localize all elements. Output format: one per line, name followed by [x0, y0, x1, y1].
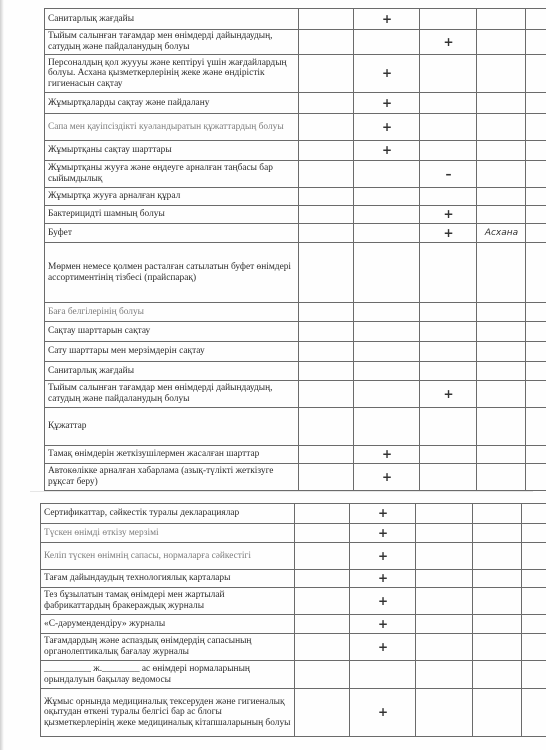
row-label: Жұмыртқаны жууға және өңдеуге арналған таңбасы бар сыйымдылық	[45, 161, 299, 188]
row-label: Тағам дайындаудың технологиялық карталары	[41, 570, 295, 588]
row-label: __________ ж.________ ас өнімдері нормаларының орындалуын бақылау ведомосы	[41, 661, 295, 689]
check-mark: +	[377, 506, 389, 521]
table-row	[45, 446, 546, 464]
table-row	[45, 93, 546, 114]
table-row	[45, 188, 546, 206]
table-row	[41, 588, 546, 615]
page-fold-line	[30, 491, 533, 492]
row-label: Тез бұзылатын тамақ өнімдері мен жартылай фабрикаттардың бракераждық журналы	[41, 588, 295, 615]
row-label: Түскен өнімді өткізу мерзімі	[41, 524, 295, 543]
check-mark: +	[443, 207, 454, 222]
table-row	[41, 543, 546, 570]
table-row	[45, 141, 546, 161]
dash-mark: –	[445, 166, 452, 181]
row-label: Тыйым салынған тағамдар мен өнімдерді дайындаудың, сатудың және пайдаланудың болуы	[45, 381, 299, 408]
table-row	[45, 243, 546, 303]
row-label: Буфет	[45, 224, 299, 243]
table-row	[45, 114, 546, 141]
table-row	[45, 303, 546, 322]
row-label: Тыйым салынған тағамдар мен өнімдерді дайындаудың, сатудың және пайдаланудың болуы	[45, 30, 299, 55]
table-row	[41, 634, 546, 661]
table-row	[41, 570, 546, 588]
row-label: Бактерицидті шамның болуы	[45, 206, 299, 224]
check-mark: +	[381, 66, 393, 81]
check-mark: +	[381, 119, 393, 134]
table-row	[45, 381, 546, 408]
row-label: Санитарлық жағдайы	[45, 9, 299, 30]
row-label: Тағамдардың және аспаздық өнімдердің сапасының органолептикалық бағалау журналы	[41, 634, 295, 661]
table-row	[45, 322, 546, 342]
check-mark: +	[377, 571, 389, 586]
check-mark: +	[377, 705, 389, 720]
handwritten-note: Асхана	[484, 227, 519, 238]
check-mark: +	[377, 525, 389, 540]
check-mark: +	[381, 447, 393, 462]
table-row	[41, 524, 546, 543]
check-mark: +	[377, 616, 389, 631]
table-row	[45, 224, 546, 243]
table-row	[45, 206, 546, 224]
row-label: Құжаттар	[45, 408, 299, 446]
table-row	[41, 504, 546, 524]
table-row	[45, 55, 546, 93]
check-mark: +	[443, 225, 454, 240]
table-row	[45, 464, 546, 491]
row-label: Персоналдың қол жуууы және кептіруі үшін жағдайлардың болуы. Асхана қызметкерлерінің жеке және өндірістік гигиенасын сақтау	[45, 55, 299, 93]
check-mark: +	[377, 639, 389, 654]
table-row	[41, 661, 546, 689]
check-mark: +	[443, 386, 454, 401]
row-label: Сапа мен қауіпсіздікті куәландыратын құжаттардың болуы	[45, 114, 299, 141]
table-row	[45, 30, 546, 55]
check-mark: +	[381, 143, 393, 158]
check-mark: +	[443, 34, 454, 49]
row-label: Баға белгілерінің болуы	[45, 303, 299, 322]
inspection-table-2	[40, 503, 546, 737]
scan-edge-shadow	[0, 0, 4, 750]
row-label: «С-дәрумендендіру» журналы	[41, 615, 295, 634]
row-label: Жұмыртқаларды сақтау және пайдалану	[45, 93, 299, 114]
row-label: Жұмыс орнында медициналық тексеруден және гигиеналық оқытудан өткені туралы белгісі бар ас блогы қызметкерлерінің жеке медициналық кітапшаларының болуы	[41, 689, 295, 737]
check-mark: +	[381, 469, 393, 484]
row-label: Сақтау шарттарын сақтау	[45, 322, 299, 342]
check-mark: +	[381, 11, 393, 26]
row-label: Автокөлікке арналған хабарлама (азық-түлікті жеткізуге рұқсат беру)	[45, 464, 299, 491]
row-label: Келіп түскен өнімнің сапасы, нормаларға сәйкестігі	[41, 543, 295, 570]
row-label: Санитарлық жағдайы	[45, 362, 299, 381]
table-row	[45, 362, 546, 381]
table-row	[45, 9, 546, 30]
check-mark: +	[377, 548, 389, 563]
table-row	[45, 408, 546, 446]
row-label: Мөрмен немесе қолмен расталған сатылатын буфет өнімдері ассортиментінің тізбесі (прайспарақ)	[45, 243, 299, 303]
table-row	[41, 689, 546, 737]
row-label: Сату шарттары мен мерзімдерін сақтау	[45, 342, 299, 362]
table-row	[45, 161, 546, 188]
check-mark: +	[381, 95, 393, 110]
row-label: Сертификаттар, сәйкестік туралы декларациялар	[41, 504, 295, 524]
table-row	[41, 615, 546, 634]
check-mark: +	[377, 593, 389, 608]
row-label: Жұмыртқаны сақтау шарттары	[45, 141, 299, 161]
table-row	[45, 342, 546, 362]
row-label: Жұмыртқа жууға арналған құрал	[45, 188, 299, 206]
inspection-table-1	[44, 8, 546, 491]
row-label: Тамақ өнімдерін жеткізушілермен жасалған шарттар	[45, 446, 299, 464]
